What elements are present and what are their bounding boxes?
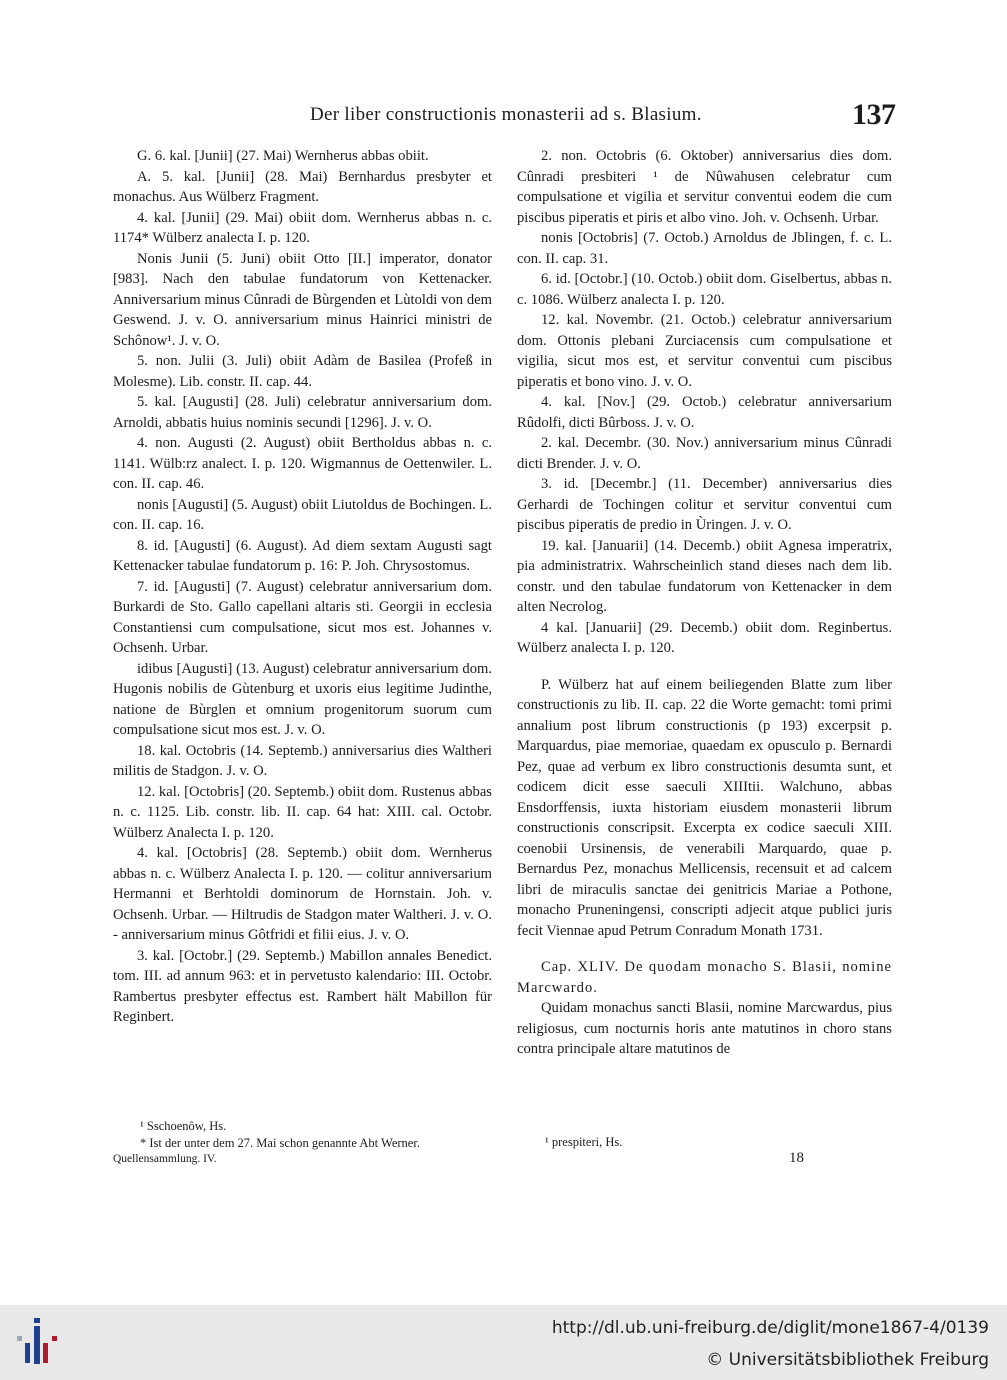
text-paragraph: 4 kal. [Januarii] (29. Decemb.) obiit dom. Reginbertus. Wülberz analecta I. p. 120. — [517, 619, 892, 656]
footnote: * Ist der unter dem 27. Mai schon genannte Abt Werner. — [140, 1136, 420, 1150]
text-paragraph: 18. kal. Octobris (14. Septemb.) anniversarius dies Waltheri militis de Stadgon. J. v. O. — [113, 742, 492, 779]
text-paragraph: 4. kal. [Nov.] (29. Octob.) celebratur anniversarium Rûdolfi, dicti Bûrboss. J. v. O. — [517, 394, 892, 431]
copyright-text: © Universitätsbibliothek Freiburg — [706, 1350, 989, 1370]
text-paragraph: 8. id. [Augusti] (6. August). Ad diem sextam Augusti sagt Kettenacker tabulae fundatorum p. 16: P. Joh. Chrysostomus. — [113, 537, 492, 574]
page-number: 137 — [852, 98, 896, 131]
running-title: Der liber constructionis monasterii ad s. Blasium. — [310, 104, 702, 125]
text-paragraph: 7. id. [Augusti] (7. August) celebratur anniversarium dom. Burkardi de Sto. Gallo capellani altaris sti. Georgii in ecclesia Constantiensi cum compulsatione, sicut mos est. Johannes v. Ochsenh. Urbar. — [113, 578, 492, 656]
chapter-heading: Cap. XLIV. De quodam monacho S. Blasii, nomine Marcwardo. — [517, 959, 892, 996]
text-paragraph: 4. kal. [Octobris] (28. Septemb.) obiit dom. Wernherus abbas n. c. Wülberz Analecta I. p. 120. — colitur anniversarium Hermanni et Berhtoldi dominorum de Hornstain. Joh. v. Ochsenh. Urbar. — Hiltrudis de Stadgon mater Waltheri. J. v. O. - anniversarium minus Gôtfridi et filii eius. J. v. O. — [113, 845, 492, 943]
note-paragraph: P. Wülberz hat auf einem beiliegenden Blatte zum liber constructionis zu lib. II. cap. 22 die Worte gemacht: tomi primi annalium post librum constructionis (p 193) excerpsit p. Marquardus, piae memoriae, quaedam ex opusculo p. Bernardi Pez, quae ad verbum ex libro constructionis desumta sunt, et codicem dicit esse saeculi XIIItii. Walchuno, abbas Ensdorffensis, iuxta historiam eiusdem monasterii librum constructionis conscripsit. Excerpta ex codice saeculi XIII. coenobii Ursinensis, de venerabili Marquardo, quae p. Bernardus Pez, monachus Mellicensis, recensuit et ad calcem libri de miraculis sanctae dei genitricis Mariae a Pothone, monacho Pruneningensi, conscripti adjecit atque publici juris fecit Viennae apud Petrum Conradum Monath 1731. — [517, 676, 892, 939]
signature-mark: Quellensammlung. IV. — [113, 1153, 217, 1165]
text-paragraph: 2. non. Octobris (6. Oktober) anniversarius dies dom. Cûnradi presbiteri ¹ de Nûwahusen celebratur cum compulsatione et vigilia et servitur conventui eodem die cum piscibus piperatis et piris et albo vino. Joh. v. Ochsenh. Urbar. — [517, 148, 892, 226]
text-paragraph: nonis [Augusti] (5. August) obiit Liutoldus de Bochingen. L. con. II. cap. 16. — [113, 496, 492, 533]
text-paragraph: idibus [Augusti] (13. August) celebratur anniversarium dom. Hugonis nobilis de Gùtenburg et uxoris eius legitime Judinthe, natione de Bùrglen et omnium progenitorum suorum cum compulsatione sicut mos est. J. v. O. — [113, 660, 492, 738]
text-paragraph: 5. kal. [Augusti] (28. Juli) celebratur anniversarium dom. Arnoldi, abbatis huius nominis secundi [1296]. J. v. O. — [113, 394, 492, 431]
text-paragraph: 6. id. [Octobr.] (10. Octob.) obiit dom. Giselbertus, abbas n. c. 1086. Wülberz analecta I. p. 120. — [517, 271, 892, 308]
right-footnotes — [545, 1134, 845, 1151]
text-paragraph: 12. kal. [Octobris] (20. Septemb.) obiit dom. Rustenus abbas n. c. 1125. Lib. constr. lib. II. cap. 64 hat: XIII. cal. Octobr. Wülberz Analecta I. p. 120. — [113, 783, 492, 841]
text-paragraph: 4. non. Augusti (2. August) obiit Bertholdus abbas n. c. 1141. Wülb:rz analect. I. p. 120. Wigmannus de Oettenwiler. L. con. II. cap. 46. — [113, 435, 492, 492]
text-paragraph: 5. non. Julii (3. Juli) obiit Adàm de Basilea (Profeß in Molesme). Lib. constr. II. cap. 44. — [113, 353, 492, 390]
text-paragraph: 4. kal. [Junii] (29. Mai) obiit dom. Wernherus abbas n. c. 1174* Wülberz analecta I. p. 120. — [113, 209, 492, 246]
permalink-url[interactable]: http://dl.ub.uni-freiburg.de/diglit/mone1867-4/0139 — [551, 1318, 989, 1338]
ub-freiburg-logo-icon — [12, 1318, 64, 1368]
left-footnotes — [140, 1118, 500, 1152]
text-paragraph: G. 6. kal. [Junii] (27. Mai) Wernherus abbas obiit. — [137, 148, 429, 164]
text-paragraph: 3. kal. [Octobr.] (29. Septemb.) Mabillon annales Benedict. tom. III. ad annum 963: et in pervetusto kalendario: III. Octobr. Rambertus presbyter effectus est. Rambert hält Mabillon für Reginbert. — [113, 947, 492, 1025]
sheet-number: 18 — [789, 1150, 804, 1166]
footnote: ¹ Sschoenôw, Hs. — [140, 1119, 227, 1133]
text-paragraph: 12. kal. Novembr. (21. Octob.) celebratur anniversarium dom. Ottonis plebani Zurciacensis cum compulsatione et vigilia, sicut mos est, et servitur conventui cum piscibus piperatis et bono vino. J. v. O. — [517, 312, 892, 390]
text-paragraph: Quidam monachus sancti Blasii, nomine Marcwardus, pius religiosus, cum nocturnis horis ante matutinos in choro stans contra principale altare matutinos de — [517, 1000, 892, 1057]
right-column — [517, 146, 892, 1060]
text-paragraph: 3. id. [Decembr.] (11. December) anniversarius dies Gerhardi de Tochingen colitur et servitur conventui cum piscibus piperatis de predio in Ùringen. J. v. O. — [517, 476, 892, 533]
text-paragraph: nonis [Octobris] (7. Octob.) Arnoldus de Jblingen, f. c. L. con. II. cap. 31. — [517, 230, 892, 267]
text-paragraph: 19. kal. [Januarii] (14. Decemb.) obiit Agnesa imperatrix, pia administratrix. Wahrscheinlich stand dieses nach dem lib. constr. und den tabulae fundatorum von Kettenacker in dem alten Necrolog. — [517, 537, 892, 615]
text-paragraph: A. 5. kal. [Junii] (28. Mai) Bernhardus presbyter et monachus. Aus Wülberz Fragment. — [113, 168, 492, 205]
text-paragraph: 2. kal. Decembr. (30. Nov.) anniversarium minus Cûnradi dicti Brender. J. v. O. — [517, 435, 892, 472]
text-paragraph: Nonis Junii (5. Juni) obiit Otto [II.] imperator, donator [983]. Nach den tabulae fundatorum von Kettenacker. Anniversarium minus Cûnradi de Bùrgenden et Lùtoldi von dem Geswend. J. v. O. anniversarium minus Hainrici ministri de Schônow¹. J. v. O. — [113, 250, 492, 349]
footnote: ¹ prespiteri, Hs. — [545, 1135, 623, 1149]
left-column — [113, 146, 492, 1028]
